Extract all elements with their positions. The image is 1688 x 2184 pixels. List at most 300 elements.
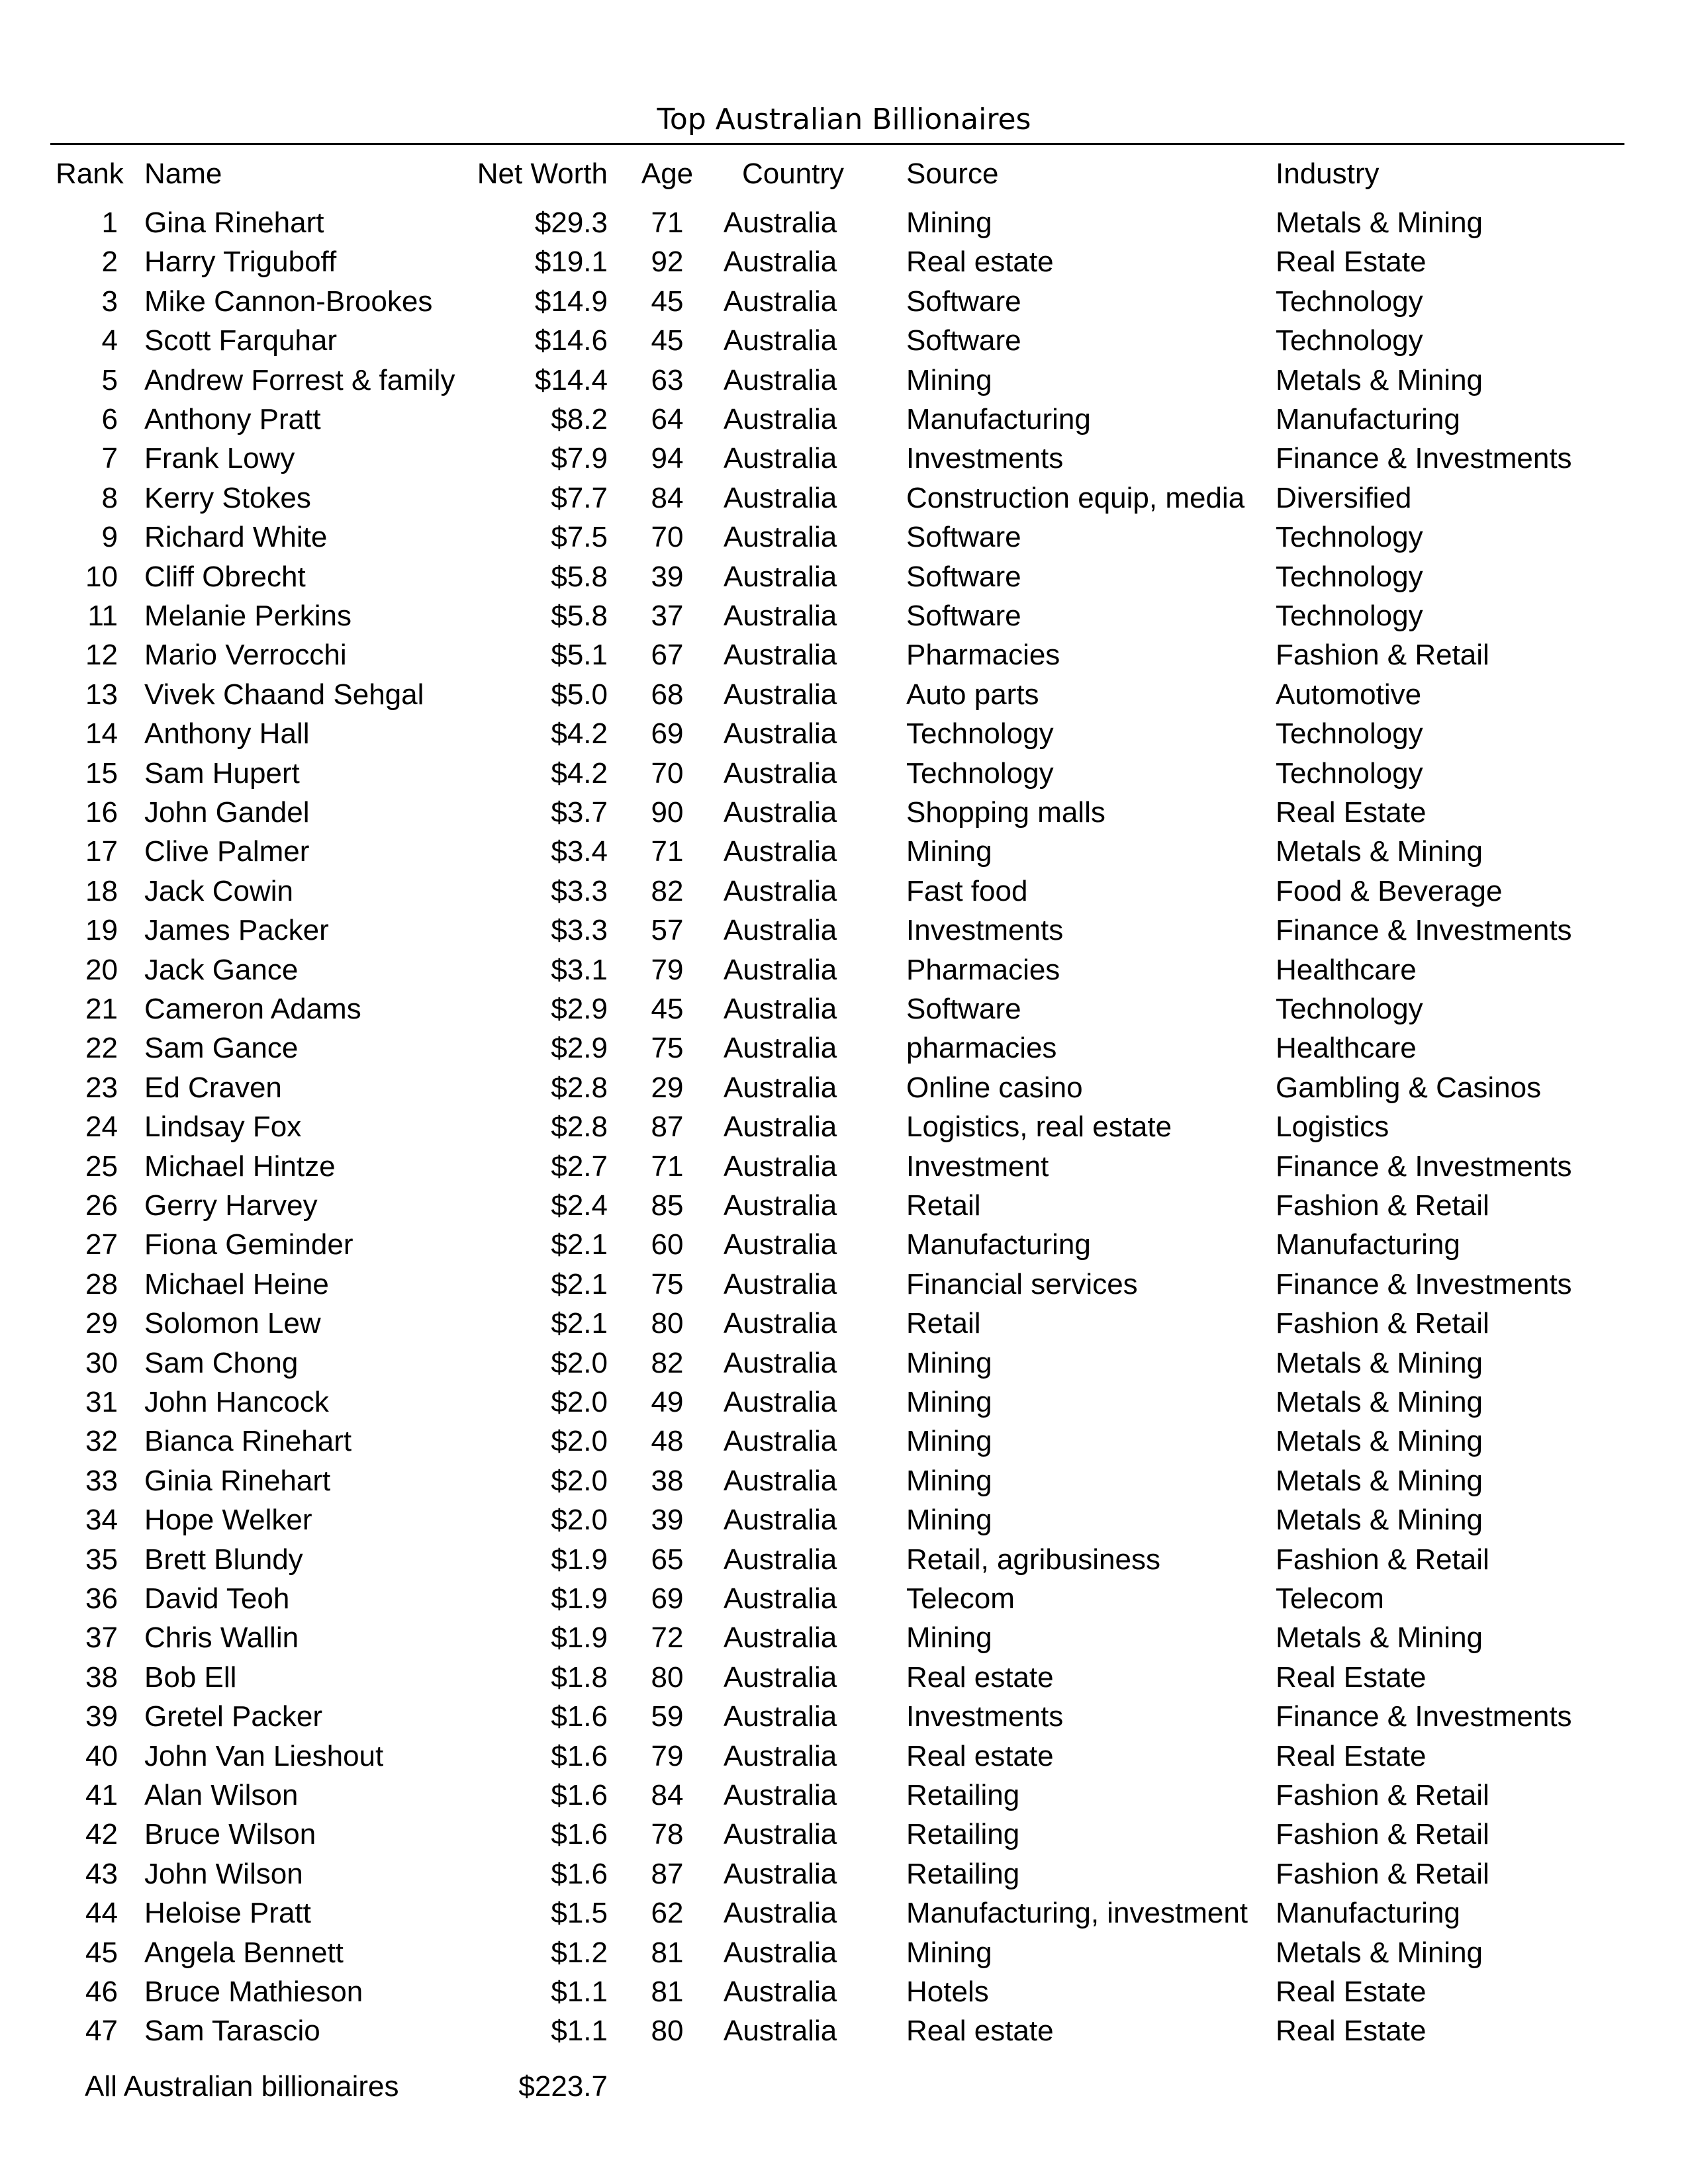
cell-source: Mining [906, 835, 992, 868]
cell-country: Australia [724, 363, 837, 396]
table-row [0, 1068, 1688, 1107]
cell-source: Real estate [906, 1661, 1054, 1694]
table-row [0, 2011, 1688, 2050]
cell-net-worth: $2.4 [551, 1189, 608, 1222]
cell-country: Australia [724, 1976, 837, 2008]
cell-net-worth: $2.0 [551, 1464, 608, 1497]
cell-name: John Hancock [144, 1386, 329, 1418]
cell-industry: Metals & Mining [1276, 1621, 1483, 1655]
cell-source: Real estate [906, 2015, 1054, 2048]
cell-country: Australia [724, 1582, 837, 1615]
cell-industry: Metals & Mining [1276, 363, 1483, 396]
cell-name: Fiona Geminder [144, 1228, 353, 1261]
cell-country: Australia [724, 1228, 837, 1261]
cell-rank: 40 [85, 1739, 118, 1772]
cell-rank: 32 [85, 1425, 118, 1458]
table-row [0, 1343, 1688, 1383]
cell-net-worth: $5.8 [551, 600, 608, 632]
cell-industry: Fashion & Retail [1276, 1543, 1489, 1576]
cell-rank: 12 [85, 639, 118, 672]
cell-age: 82 [651, 874, 684, 907]
cell-rank: 18 [85, 874, 118, 907]
table-row [0, 1618, 1688, 1657]
cell-name: Sam Chong [144, 1346, 299, 1379]
cell-age: 72 [651, 1621, 684, 1655]
cell-age: 67 [651, 639, 684, 672]
cell-country: Australia [724, 639, 837, 672]
cell-country: Australia [724, 1346, 837, 1379]
cell-age: 81 [651, 1936, 684, 1969]
cell-net-worth: $7.7 [551, 481, 608, 514]
table-row [0, 1893, 1688, 1933]
table-row [0, 1500, 1688, 1539]
cell-country: Australia [724, 717, 837, 751]
cell-age: 45 [651, 993, 684, 1025]
cell-industry: Metals & Mining [1276, 1346, 1483, 1379]
cell-rank: 22 [85, 1032, 118, 1065]
cell-name: Michael Heine [144, 1267, 329, 1300]
cell-source: Manufacturing, investment [906, 1897, 1248, 1930]
cell-net-worth: $2.1 [551, 1228, 608, 1261]
cell-industry: Finance & Investments [1276, 1700, 1572, 1733]
cell-age: 63 [651, 363, 684, 396]
cell-age: 75 [651, 1267, 684, 1300]
table-row [0, 1854, 1688, 1893]
cell-country: Australia [724, 1111, 837, 1144]
cell-source: Fast food [906, 874, 1028, 907]
cell-country: Australia [724, 560, 837, 593]
table-row [0, 1383, 1688, 1422]
cell-name: Chris Wallin [144, 1621, 299, 1655]
cell-age: 39 [651, 1504, 684, 1537]
cell-source: Investments [906, 442, 1064, 475]
table-row [0, 518, 1688, 557]
cell-age: 78 [651, 1818, 684, 1851]
cell-net-worth: $1.9 [551, 1582, 608, 1615]
cell-industry: Healthcare [1276, 1032, 1417, 1065]
cell-name: Andrew Forrest & family [144, 363, 455, 396]
cell-rank: 8 [101, 481, 118, 514]
cell-name: Ginia Rinehart [144, 1464, 331, 1497]
cell-source: Software [906, 993, 1021, 1025]
cell-age: 92 [651, 246, 684, 279]
cell-country: Australia [724, 1779, 837, 1811]
cell-net-worth: $5.8 [551, 560, 608, 593]
cell-country: Australia [724, 1386, 837, 1418]
cell-name: Sam Gance [144, 1032, 299, 1065]
total-value: $223.7 [518, 2070, 608, 2103]
cell-age: 85 [651, 1189, 684, 1222]
cell-country: Australia [724, 1267, 837, 1300]
cell-net-worth: $5.1 [551, 639, 608, 672]
cell-net-worth: $14.9 [534, 285, 608, 318]
cell-country: Australia [724, 285, 837, 318]
cell-source: Mining [906, 1346, 992, 1379]
cell-name: David Teoh [144, 1582, 290, 1615]
cell-source: Mining [906, 1504, 992, 1537]
cell-source: Mining [906, 206, 992, 239]
cell-age: 65 [651, 1543, 684, 1576]
cell-country: Australia [724, 1857, 837, 1890]
cell-source: Retail [906, 1307, 981, 1340]
cell-net-worth: $1.1 [551, 2015, 608, 2048]
cell-rank: 2 [101, 246, 118, 279]
cell-age: 45 [651, 285, 684, 318]
cell-industry: Fashion & Retail [1276, 1779, 1489, 1811]
cell-net-worth: $2.1 [551, 1307, 608, 1340]
cell-source: Investment [906, 1150, 1049, 1183]
table-row [0, 1461, 1688, 1500]
cell-source: Mining [906, 363, 992, 396]
cell-age: 87 [651, 1857, 684, 1890]
cell-age: 37 [651, 600, 684, 632]
cell-country: Australia [724, 953, 837, 986]
table-row [0, 714, 1688, 753]
table-row [0, 1028, 1688, 1068]
cell-source: Financial services [906, 1267, 1138, 1300]
table-row [0, 1107, 1688, 1146]
cell-net-worth: $1.9 [551, 1621, 608, 1655]
cell-age: 45 [651, 324, 684, 357]
cell-net-worth: $1.6 [551, 1818, 608, 1851]
page-title: Top Australian Billionaires [657, 103, 1031, 136]
cell-country: Australia [724, 1425, 837, 1458]
cell-name: Gina Rinehart [144, 206, 324, 239]
cell-source: Logistics, real estate [906, 1111, 1172, 1144]
cell-net-worth: $3.3 [551, 874, 608, 907]
cell-rank: 36 [85, 1582, 118, 1615]
table-row [0, 1933, 1688, 1972]
cell-source: Construction equip, media [906, 481, 1245, 514]
cell-source: Software [906, 560, 1021, 593]
cell-name: Richard White [144, 521, 328, 554]
table-row [0, 989, 1688, 1028]
cell-rank: 15 [85, 756, 118, 790]
cell-industry: Manufacturing [1276, 1228, 1460, 1261]
table-row [0, 1579, 1688, 1618]
cell-age: 62 [651, 1897, 684, 1930]
cell-net-worth: $2.7 [551, 1150, 608, 1183]
cell-source: Technology [906, 717, 1054, 751]
table-row [0, 950, 1688, 989]
cell-source: Mining [906, 1425, 992, 1458]
cell-country: Australia [724, 206, 837, 239]
cell-name: Scott Farquhar [144, 324, 338, 357]
col-header-net-worth: Net Worth [477, 158, 608, 190]
col-header-source: Source [906, 158, 999, 190]
cell-net-worth: $19.1 [534, 246, 608, 279]
table-row [0, 282, 1688, 321]
cell-country: Australia [724, 324, 837, 357]
cell-rank: 41 [85, 1779, 118, 1811]
cell-industry: Technology [1276, 560, 1423, 593]
cell-source: Software [906, 600, 1021, 632]
cell-country: Australia [724, 1071, 837, 1104]
cell-name: Ed Craven [144, 1071, 282, 1104]
table-row [0, 1265, 1688, 1304]
cell-rank: 20 [85, 953, 118, 986]
cell-country: Australia [724, 1621, 837, 1655]
cell-source: Technology [906, 756, 1054, 790]
cell-rank: 30 [85, 1346, 118, 1379]
table-row [0, 793, 1688, 832]
table-row [0, 872, 1688, 911]
cell-rank: 25 [85, 1150, 118, 1183]
cell-country: Australia [724, 914, 837, 947]
cell-name: Angela Bennett [144, 1936, 344, 1969]
cell-industry: Logistics [1276, 1111, 1389, 1144]
cell-country: Australia [724, 2015, 837, 2048]
cell-rank: 23 [85, 1071, 118, 1104]
cell-age: 80 [651, 1307, 684, 1340]
cell-industry: Healthcare [1276, 953, 1417, 986]
cell-name: John Van Lieshout [144, 1739, 384, 1772]
cell-source: Investments [906, 914, 1064, 947]
table-row [0, 1304, 1688, 1343]
cell-age: 39 [651, 560, 684, 593]
cell-net-worth: $14.4 [534, 363, 608, 396]
cell-rank: 42 [85, 1818, 118, 1851]
cell-country: Australia [724, 1661, 837, 1694]
cell-name: Jack Cowin [144, 874, 293, 907]
cell-net-worth: $1.6 [551, 1857, 608, 1890]
cell-rank: 17 [85, 835, 118, 868]
cell-source: Retailing [906, 1818, 1020, 1851]
table-row [0, 675, 1688, 714]
cell-country: Australia [724, 481, 837, 514]
cell-net-worth: $8.2 [551, 403, 608, 435]
cell-net-worth: $1.6 [551, 1739, 608, 1772]
cell-net-worth: $3.7 [551, 796, 608, 829]
cell-name: James Packer [144, 914, 329, 947]
cell-industry: Manufacturing [1276, 403, 1460, 435]
cell-country: Australia [724, 678, 837, 711]
cell-name: Bruce Mathieson [144, 1976, 363, 2008]
table-row [0, 1147, 1688, 1186]
cell-name: Bob Ell [144, 1661, 237, 1694]
cell-industry: Manufacturing [1276, 1897, 1460, 1930]
cell-source: Mining [906, 1936, 992, 1969]
cell-rank: 24 [85, 1111, 118, 1144]
cell-age: 82 [651, 1346, 684, 1379]
cell-net-worth: $2.8 [551, 1071, 608, 1104]
col-header-rank: Rank [56, 158, 124, 190]
cell-rank: 46 [85, 1976, 118, 2008]
cell-age: 59 [651, 1700, 684, 1733]
cell-rank: 37 [85, 1621, 118, 1655]
cell-net-worth: $29.3 [534, 206, 608, 239]
cell-net-worth: $4.2 [551, 756, 608, 790]
cell-name: Michael Hintze [144, 1150, 336, 1183]
cell-industry: Metals & Mining [1276, 1464, 1483, 1497]
cell-source: Pharmacies [906, 953, 1060, 986]
cell-industry: Real Estate [1276, 1976, 1427, 2008]
cell-rank: 35 [85, 1543, 118, 1576]
table-row [0, 1540, 1688, 1579]
cell-source: Auto parts [906, 678, 1039, 711]
cell-rank: 44 [85, 1897, 118, 1930]
table-row [0, 635, 1688, 674]
table-row [0, 203, 1688, 242]
cell-industry: Metals & Mining [1276, 1936, 1483, 1969]
cell-rank: 34 [85, 1504, 118, 1537]
col-header-country: Country [741, 158, 845, 190]
cell-name: John Gandel [144, 796, 310, 829]
col-header-industry: Industry [1276, 158, 1380, 190]
cell-industry: Technology [1276, 324, 1423, 357]
cell-age: 80 [651, 2015, 684, 2048]
cell-rank: 28 [85, 1267, 118, 1300]
cell-country: Australia [724, 600, 837, 632]
cell-age: 70 [651, 756, 684, 790]
cell-age: 64 [651, 403, 684, 435]
cell-name: Sam Hupert [144, 756, 300, 790]
cell-age: 69 [651, 1582, 684, 1615]
cell-industry: Finance & Investments [1276, 442, 1572, 475]
cell-rank: 47 [85, 2015, 118, 2048]
col-header-name: Name [144, 158, 222, 190]
cell-rank: 13 [85, 678, 118, 711]
cell-name: Cameron Adams [144, 993, 361, 1025]
table-row [0, 557, 1688, 596]
cell-rank: 29 [85, 1307, 118, 1340]
cell-source: Software [906, 285, 1021, 318]
cell-rank: 1 [101, 206, 118, 239]
cell-net-worth: $1.9 [551, 1543, 608, 1576]
table-row [0, 754, 1688, 793]
cell-name: Bruce Wilson [144, 1818, 316, 1851]
cell-source: Retailing [906, 1857, 1020, 1890]
cell-net-worth: $1.1 [551, 1976, 608, 2008]
cell-industry: Fashion & Retail [1276, 639, 1489, 672]
cell-country: Australia [724, 1464, 837, 1497]
table-row [0, 1697, 1688, 1736]
cell-industry: Real Estate [1276, 796, 1427, 829]
cell-industry: Metals & Mining [1276, 1386, 1483, 1418]
cell-industry: Automotive [1276, 678, 1422, 711]
cell-source: Hotels [906, 1976, 989, 2008]
cell-age: 90 [651, 796, 684, 829]
cell-net-worth: $2.9 [551, 993, 608, 1025]
cell-source: Shopping malls [906, 796, 1105, 829]
cell-net-worth: $7.5 [551, 521, 608, 554]
table-row [0, 1225, 1688, 1264]
table-row [0, 478, 1688, 518]
table-row [0, 1776, 1688, 1815]
cell-name: Harry Triguboff [144, 246, 337, 279]
cell-net-worth: $3.4 [551, 835, 608, 868]
cell-source: Investments [906, 1700, 1064, 1733]
cell-name: Melanie Perkins [144, 600, 352, 632]
cell-country: Australia [724, 1032, 837, 1065]
cell-rank: 7 [101, 442, 118, 475]
cell-age: 84 [651, 481, 684, 514]
cell-age: 87 [651, 1111, 684, 1144]
cell-name: John Wilson [144, 1857, 303, 1890]
cell-industry: Technology [1276, 600, 1423, 632]
cell-rank: 31 [85, 1386, 118, 1418]
cell-age: 80 [651, 1661, 684, 1694]
cell-age: 75 [651, 1032, 684, 1065]
cell-industry: Finance & Investments [1276, 1150, 1572, 1183]
cell-country: Australia [724, 1897, 837, 1930]
cell-country: Australia [724, 403, 837, 435]
cell-net-worth: $3.3 [551, 914, 608, 947]
cell-rank: 27 [85, 1228, 118, 1261]
cell-country: Australia [724, 993, 837, 1025]
cell-name: Mario Verrocchi [144, 639, 347, 672]
cell-industry: Finance & Investments [1276, 914, 1572, 947]
cell-industry: Fashion & Retail [1276, 1189, 1489, 1222]
table-row [0, 1972, 1688, 2011]
table-row [0, 832, 1688, 871]
cell-net-worth: $5.0 [551, 678, 608, 711]
cell-name: Lindsay Fox [144, 1111, 302, 1144]
table-row [0, 1815, 1688, 1854]
cell-country: Australia [724, 521, 837, 554]
cell-net-worth: $1.6 [551, 1700, 608, 1733]
cell-source: Manufacturing [906, 403, 1091, 435]
cell-source: Telecom [906, 1582, 1015, 1615]
total-label: All Australian billionaires [85, 2070, 399, 2103]
cell-industry: Metals & Mining [1276, 1504, 1483, 1537]
cell-net-worth: $2.0 [551, 1504, 608, 1537]
cell-rank: 19 [85, 914, 118, 947]
cell-name: Bianca Rinehart [144, 1425, 352, 1458]
cell-name: Jack Gance [144, 953, 299, 986]
cell-country: Australia [724, 246, 837, 279]
cell-name: Cliff Obrecht [144, 560, 306, 593]
cell-source: Mining [906, 1386, 992, 1418]
cell-source: Retailing [906, 1779, 1020, 1811]
cell-source: Manufacturing [906, 1228, 1091, 1261]
table-row [0, 242, 1688, 281]
table-row [0, 911, 1688, 950]
cell-industry: Finance & Investments [1276, 1267, 1572, 1300]
cell-country: Australia [724, 1700, 837, 1733]
cell-name: Frank Lowy [144, 442, 295, 475]
cell-industry: Real Estate [1276, 1661, 1427, 1694]
cell-net-worth: $1.2 [551, 1936, 608, 1969]
cell-name: Alan Wilson [144, 1779, 299, 1811]
cell-country: Australia [724, 1543, 837, 1576]
cell-net-worth: $7.9 [551, 442, 608, 475]
cell-age: 71 [651, 1150, 684, 1183]
cell-name: Gerry Harvey [144, 1189, 318, 1222]
cell-country: Australia [724, 1307, 837, 1340]
cell-age: 57 [651, 914, 684, 947]
table-row [0, 596, 1688, 635]
cell-age: 71 [651, 206, 684, 239]
cell-net-worth: $3.1 [551, 953, 608, 986]
cell-industry: Gambling & Casinos [1276, 1071, 1542, 1104]
cell-source: Real estate [906, 1739, 1054, 1772]
cell-age: 70 [651, 521, 684, 554]
cell-country: Australia [724, 835, 837, 868]
cell-country: Australia [724, 874, 837, 907]
cell-country: Australia [724, 1936, 837, 1969]
table-row [0, 400, 1688, 439]
cell-country: Australia [724, 1739, 837, 1772]
cell-rank: 26 [85, 1189, 118, 1222]
cell-rank: 11 [87, 600, 118, 632]
cell-rank: 9 [101, 521, 118, 554]
cell-net-worth: $1.5 [551, 1897, 608, 1930]
cell-net-worth: $14.6 [534, 324, 608, 357]
cell-net-worth: $2.9 [551, 1032, 608, 1065]
cell-industry: Fashion & Retail [1276, 1857, 1489, 1890]
cell-age: 94 [651, 442, 684, 475]
